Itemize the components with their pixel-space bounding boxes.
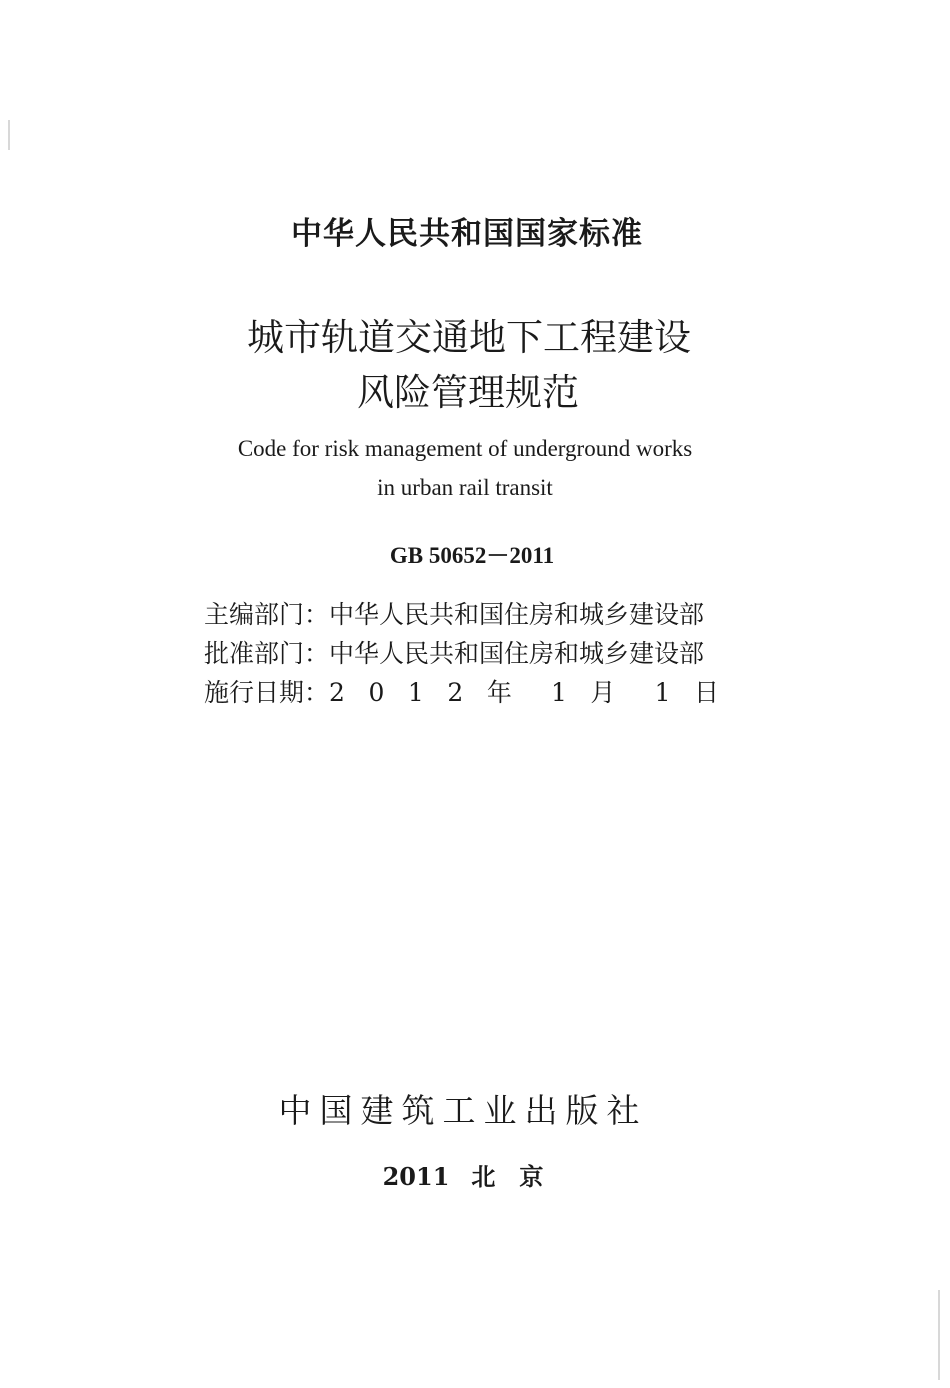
publisher-name: 中国建筑工业出版社 (278, 1091, 648, 1130)
publication-place (0, 1157, 938, 1192)
approver-row (204, 634, 744, 670)
document-title-cn-line1: 城市轨道交通地下工程建设 (247, 316, 691, 359)
scan-artifact-left (8, 120, 10, 150)
publication-year: 2011 (382, 1162, 450, 1191)
editor-value: 中华人民共和国住房和城乡建设部 (329, 600, 705, 629)
effective-date-row (204, 673, 744, 709)
effective-date-label: 施行日期： (204, 678, 330, 707)
standard-series: 中华人民共和国国家标准 (291, 216, 643, 252)
approver-label: 批准部门： (204, 639, 330, 668)
effective-date-value: 2 0 1 2 年 1 月 1 日 (329, 678, 720, 707)
editor-row (204, 595, 744, 631)
publication-city: 北 京 (471, 1162, 544, 1191)
approver-value: 中华人民共和国住房和城乡建设部 (329, 639, 705, 668)
document-title-en-line1: Code for risk management of underground works (237, 436, 693, 461)
scan-artifact-right (938, 1290, 940, 1380)
document-title-cn-line2: 风险管理规范 (357, 371, 579, 414)
editor-label: 主编部门： (204, 600, 330, 629)
standard-code: GB 50652－2011 (389, 543, 555, 568)
document-title-en-line2: in urban rail transit (377, 475, 553, 500)
